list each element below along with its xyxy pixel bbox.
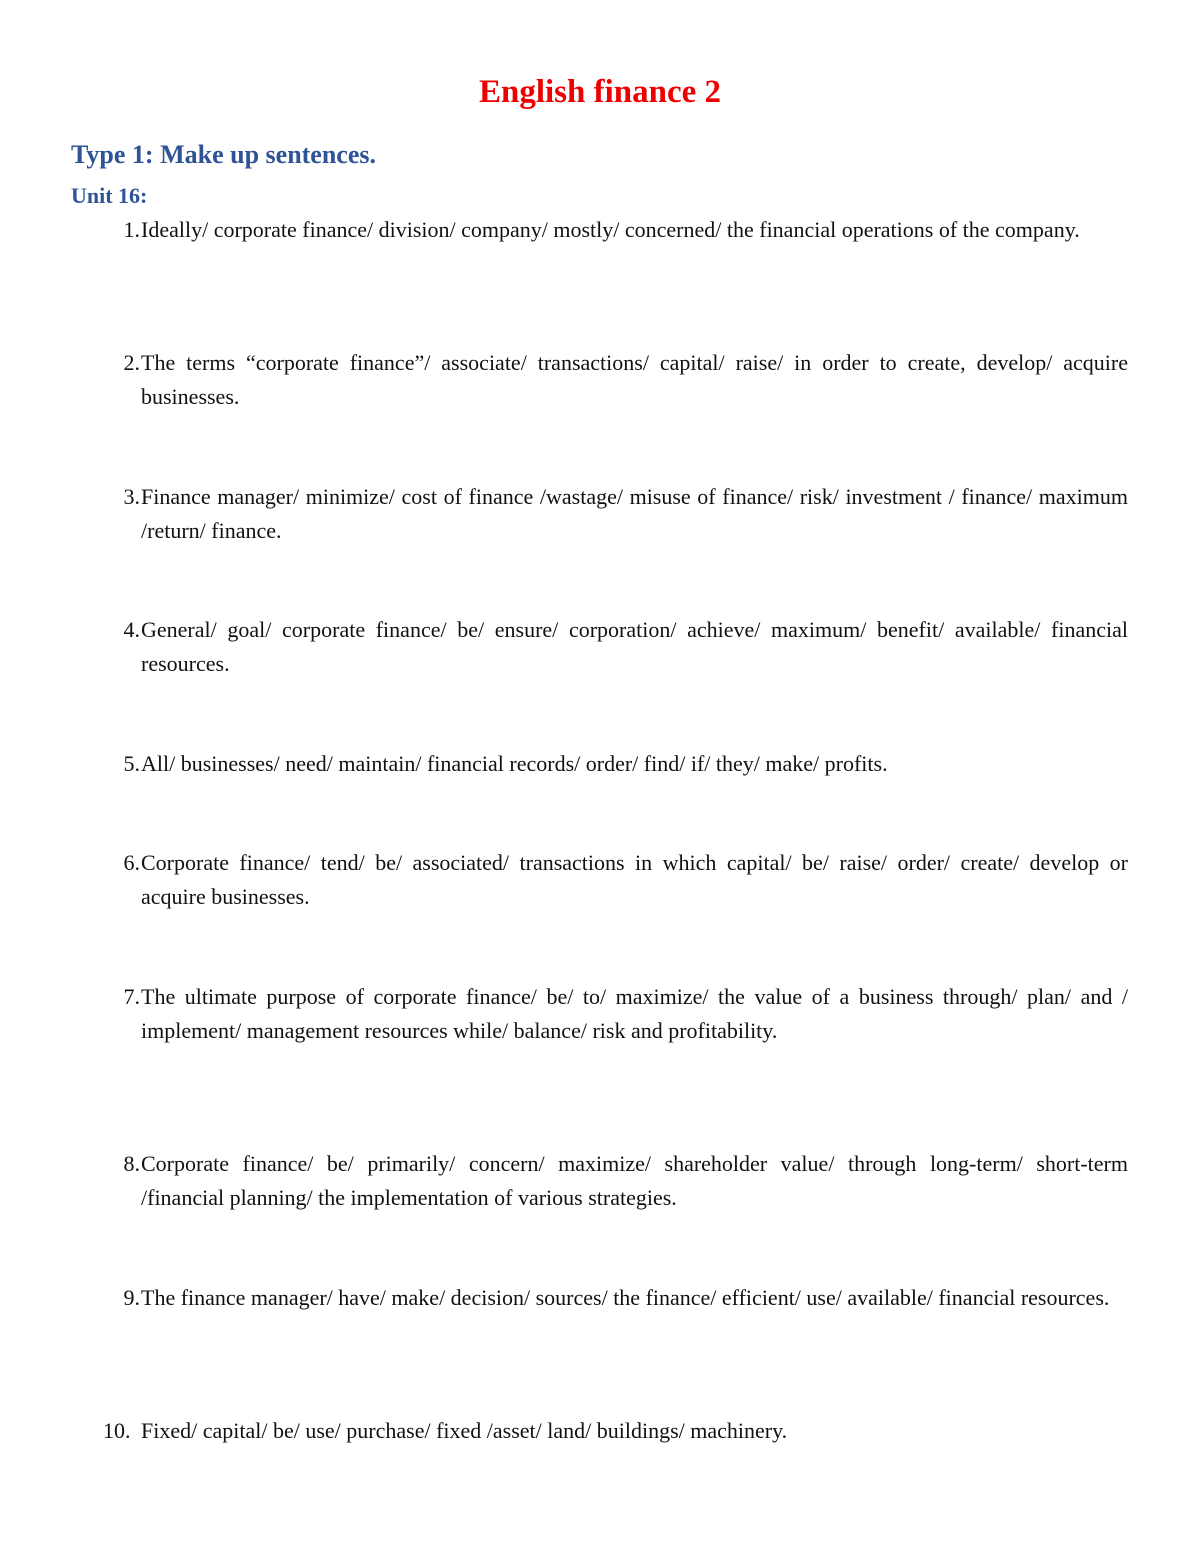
item-number: 9. xyxy=(123,1285,140,1310)
list-item xyxy=(88,613,1128,681)
item-number: 7. xyxy=(123,984,140,1009)
item-number: 2. xyxy=(123,350,140,375)
list-item xyxy=(88,1414,1128,1448)
list-item xyxy=(88,346,1128,414)
list-item xyxy=(88,1281,1128,1315)
item-text: Ideally/ corporate finance/ division/ company/ mostly/ concerned/ the financial operations of the company. xyxy=(141,217,1080,242)
item-text: Corporate finance/ be/ primarily/ concern/ maximize/ shareholder value/ through long-term/ short-term /financial planning/ the implementation of various strategies. xyxy=(141,1151,1128,1210)
item-text: The ultimate purpose of corporate finance/ be/ to/ maximize/ the value of a business through/ plan/ and / implement/ management resources while/ balance/ risk and profitability. xyxy=(141,984,1128,1043)
item-number: 5. xyxy=(123,751,140,776)
item-number: 3. xyxy=(123,484,140,509)
item-number: 6. xyxy=(123,850,140,875)
item-number: 8. xyxy=(123,1151,140,1176)
item-text: General/ goal/ corporate finance/ be/ ensure/ corporation/ achieve/ maximum/ benefit/ available/ financial resources. xyxy=(141,617,1128,676)
list-item xyxy=(88,980,1128,1048)
exercise-type-heading: Type 1: Make up sentences. xyxy=(71,140,377,169)
document-title: English finance 2 xyxy=(478,74,722,110)
list-item xyxy=(88,1147,1128,1215)
item-text: All/ businesses/ need/ maintain/ financial records/ order/ find/ if/ they/ make/ profits. xyxy=(141,751,888,776)
item-number: 10. xyxy=(103,1418,131,1443)
item-text: Corporate finance/ tend/ be/ associated/ transactions in which capital/ be/ raise/ order/ create/ develop or acquire businesses. xyxy=(141,850,1128,909)
list-item xyxy=(88,480,1128,548)
item-text: Fixed/ capital/ be/ use/ purchase/ fixed /asset/ land/ buildings/ machinery. xyxy=(141,1418,788,1443)
unit-heading: Unit 16: xyxy=(71,183,148,208)
list-item xyxy=(88,213,1128,247)
item-number: 1. xyxy=(123,217,140,242)
list-item xyxy=(88,747,1128,781)
item-text: Finance manager/ minimize/ cost of finance /wastage/ misuse of finance/ risk/ investment / finance/ maximum /return/ finance. xyxy=(141,484,1128,543)
list-item xyxy=(88,846,1128,914)
item-text: The finance manager/ have/ make/ decision/ sources/ the finance/ efficient/ use/ available/ financial resources. xyxy=(141,1285,1110,1310)
item-text: The terms “corporate finance”/ associate/ transactions/ capital/ raise/ in order to create, develop/ acquire businesses. xyxy=(141,350,1128,409)
item-number: 4. xyxy=(123,617,140,642)
